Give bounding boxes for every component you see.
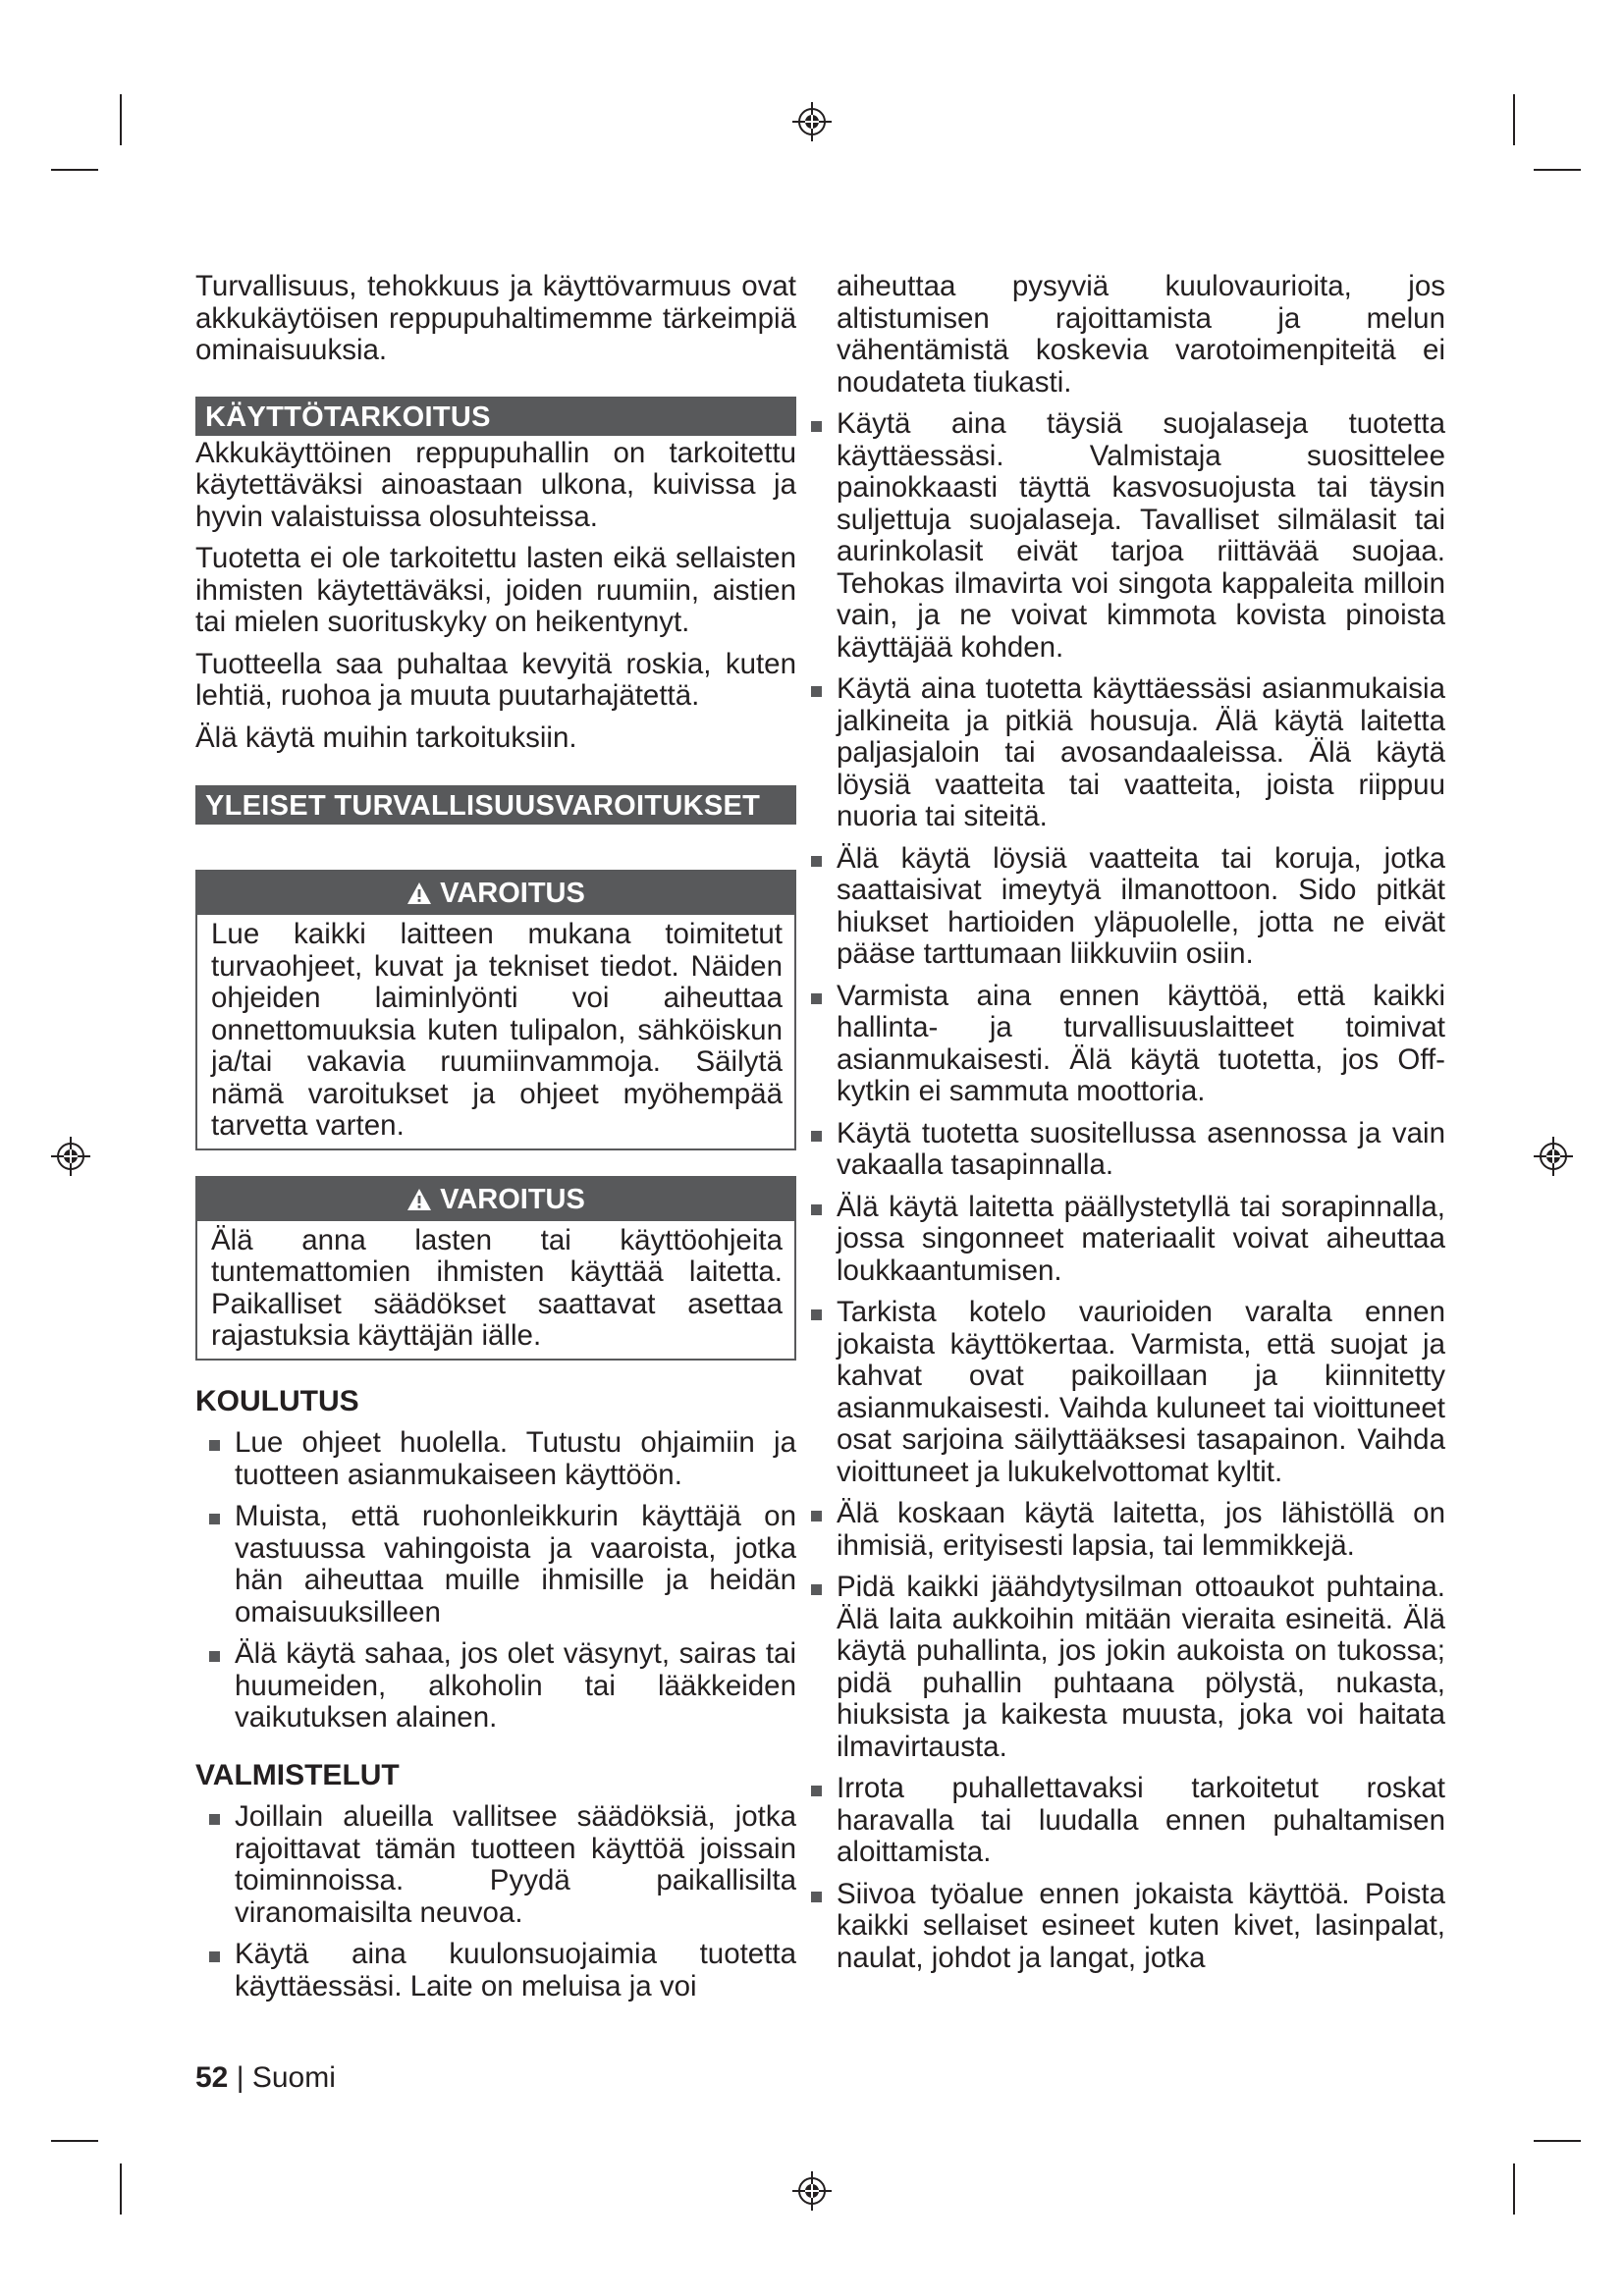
crop-mark [1534,2140,1581,2142]
page-number: 52 [195,2061,229,2094]
warning-triangle-icon [406,1188,432,1211]
list-item: Käytä aina kuulonsuojaimia tuotetta käyttäessäsi. Laite on meluisa ja voi [195,1939,796,2002]
list-item: Älä koskaan käytä laitetta, jos lähistöllä on ihmisiä, erityisesti lapsia, tai lemmikkejä. [797,1498,1445,1562]
subheading-preparation: VALMISTELUT [195,1758,400,1791]
registration-mark-icon [792,2171,832,2211]
registration-mark-icon [51,1137,90,1176]
registration-mark-icon [1534,1137,1573,1176]
list-item: Käytä tuotetta suositellussa asennossa ja vain vakaalla tasapinnalla. [797,1118,1445,1182]
paragraph: Tuotetta ei ole tarkoitettu lasten eikä sellaisten ihmisten käytettäväksi, joiden ruumiin, aistien tai mielen suorituskyky on heikentynyt. [195,542,796,638]
warning-box [195,870,796,1150]
list-item: Älä käytä sahaa, jos olet väsynyt, sairas tai huumeiden, alkoholin tai lääkkeiden vaikutuksen alainen. [195,1638,796,1735]
training-list [195,1427,796,1735]
footer-separator: | [236,2061,244,2094]
list-item: Tarkista kotelo vaurioiden varalta ennen jokaista käyttökertaa. Varmista, että suojat ja kahvat ovat paikoillaan ja kiinnitetty asianmukaisesti. Vaihda kuluneet tai vioittuneet osat sarjoina säilyttääksesi tasapainon. Vaihda vioittuneet ja lukukelvottomat kyltit. [797,1297,1445,1488]
crop-mark [120,94,122,145]
warning-text: Lue kaikki laitteen mukana toimitetut turvaohjeet, kuvat ja tekniset tiedot. Näiden ohjeiden laiminlyönti voi aiheuttaa onnettomuuksia kuten tulipalon, sähköiskun ja/tai vakavia ruumiinvammoja. Säilytä nämä varoitukset ja ohjeet myöhempää tarvetta varten. [211,918,783,1142]
crop-mark [120,2163,122,2215]
preparation-list [195,1801,796,2002]
warning-header [197,1178,794,1221]
list-item: Siivoa työalue ennen jokaista käyttöä. Poista kaikki sellaiset esineet kuten kivet, lasinpalat, naulat, johdot ja langat, jotka [797,1879,1445,1975]
warning-label: VAROITUS [440,1183,585,1215]
crop-mark [1513,94,1515,145]
list-item: Älä käytä laitetta päällystetyllä tai sorapinnalla, jossa singonneet materiaalit voivat aiheuttaa loukkaantumisen. [797,1192,1445,1288]
warning-text: Älä anna lasten tai käyttöohjeita tuntemattomien ihmisten käyttää laitetta. Paikalliset säädökset saattavat asettaa rajastuksia käyttäjän iälle. [211,1223,783,1352]
list-item: Lue ohjeet huolella. Tutustu ohjaimiin ja tuotteen asianmukaiseen käyttöön. [195,1427,796,1491]
section-heading-safety: YLEISET TURVALLISUUSVAROITUKSET [195,785,796,825]
footer-language: Suomi [251,2061,336,2094]
list-item: Irrota puhallettavaksi tarkoitetut roskat haravalla tai luudalla ennen puhaltamisen aloittamista. [797,1773,1445,1869]
list-item: Käytä aina täysiä suojalaseja tuotetta käyttäessäsi. Valmistaja suosittelee painokkaasti täyttä kasvosuojusta tai täysin suljettuja suojalaseja. Tavalliset silmälasit tai aurinkolasit eivät tarjoa riittävää suojaa. Tehokas ilmavirta voi singota kappaleita milloin vain, ja ne voivat kimmota kovista pinoista käyttäjää kohden. [797,408,1445,664]
list-item: Älä käytä löysiä vaatteita tai koruja, jotka saattaisivat imeytyä ilmanottoon. Sido pitkät hiukset hartioiden yläpuolelle, jotta ne eivät pääse tarttumaan liikkuviin osiin. [797,843,1445,971]
paragraph: Akkukäyttöinen reppupuhallin on tarkoitettu käytettäväksi ainoastaan ulkona, kuivissa ja hyvin valaistuissa olosuhteissa. [195,436,796,533]
intro-paragraph: Turvallisuus, tehokkuus ja käyttövarmuus ovat akkukäytöisen reppupuhaltimemme tärkeimpiä ominaisuuksia. [195,270,796,366]
left-column [195,271,796,2012]
warning-label: VAROITUS [440,878,585,909]
crop-mark [51,2140,98,2142]
subheading-training: KOULUTUS [195,1384,359,1417]
list-item: Joillain alueilla vallitsee säädöksiä, jotka rajoittavat tämän tuotteen käyttöä joissain toiminnoissa. Pyydä paikallisilta viranomaisilta neuvoa. [195,1801,796,1929]
crop-mark [51,169,98,171]
list-item: Käytä aina tuotetta käyttäessäsi asianmukaisia jalkineita ja pitkiä housuja. Älä käytä laitetta paljasjaloin tai avosandaaleissa. Älä käytä löysiä vaatteita tai vaatteita, joista riippuu nuoria tai siteitä. [797,673,1445,833]
right-column [837,271,1445,1984]
continuation-paragraph: aiheuttaa pysyviä kuulovaurioita, jos altistumisen rajoittamista ja melun vähentämistä koskevia varotoimenpiteitä ei noudateta tiukasti. [837,270,1445,399]
paragraph: Tuotteella saa puhaltaa kevyitä roskia, kuten lehtiä, ruohoa ja muuta puutarhajätettä. [195,647,796,712]
paragraph: Älä käytä muihin tarkoituksiin. [195,721,577,754]
crop-mark [1534,169,1581,171]
section-heading-purpose: KÄYTTÖTARKOITUS [195,397,796,436]
list-item: Muista, että ruohonleikkurin käyttäjä on vastuussa vahingoista ja vaaroista, jotka hän aiheuttaa muille ihmisille ja heidän omaisuuksilleen [195,1501,796,1629]
crop-mark [1513,2163,1515,2215]
warning-triangle-icon [406,881,432,905]
page-footer [195,2061,336,2095]
list-item: Pidä kaikki jäähdytysilman ottoaukot puhtaina. Älä laita aukkoihin mitään vieraita esineitä. Älä käytä puhallinta, jos jokin aukoista on tukossa; pidä puhallin puhtaana pölystä, nukasta, hiuksista ja kaikesta muusta, joka voi haitata ilmavirtausta. [797,1572,1445,1763]
warning-header [197,872,794,915]
list-item: Varmista aina ennen käyttöä, että kaikki hallinta- ja turvallisuuslaitteet toimivat asianmukaisesti. Älä käytä tuotetta, jos Off-kytkin ei sammuta moottoria. [797,981,1445,1108]
right-list [797,408,1445,1974]
registration-mark-icon [792,102,832,141]
warning-box [195,1176,796,1361]
